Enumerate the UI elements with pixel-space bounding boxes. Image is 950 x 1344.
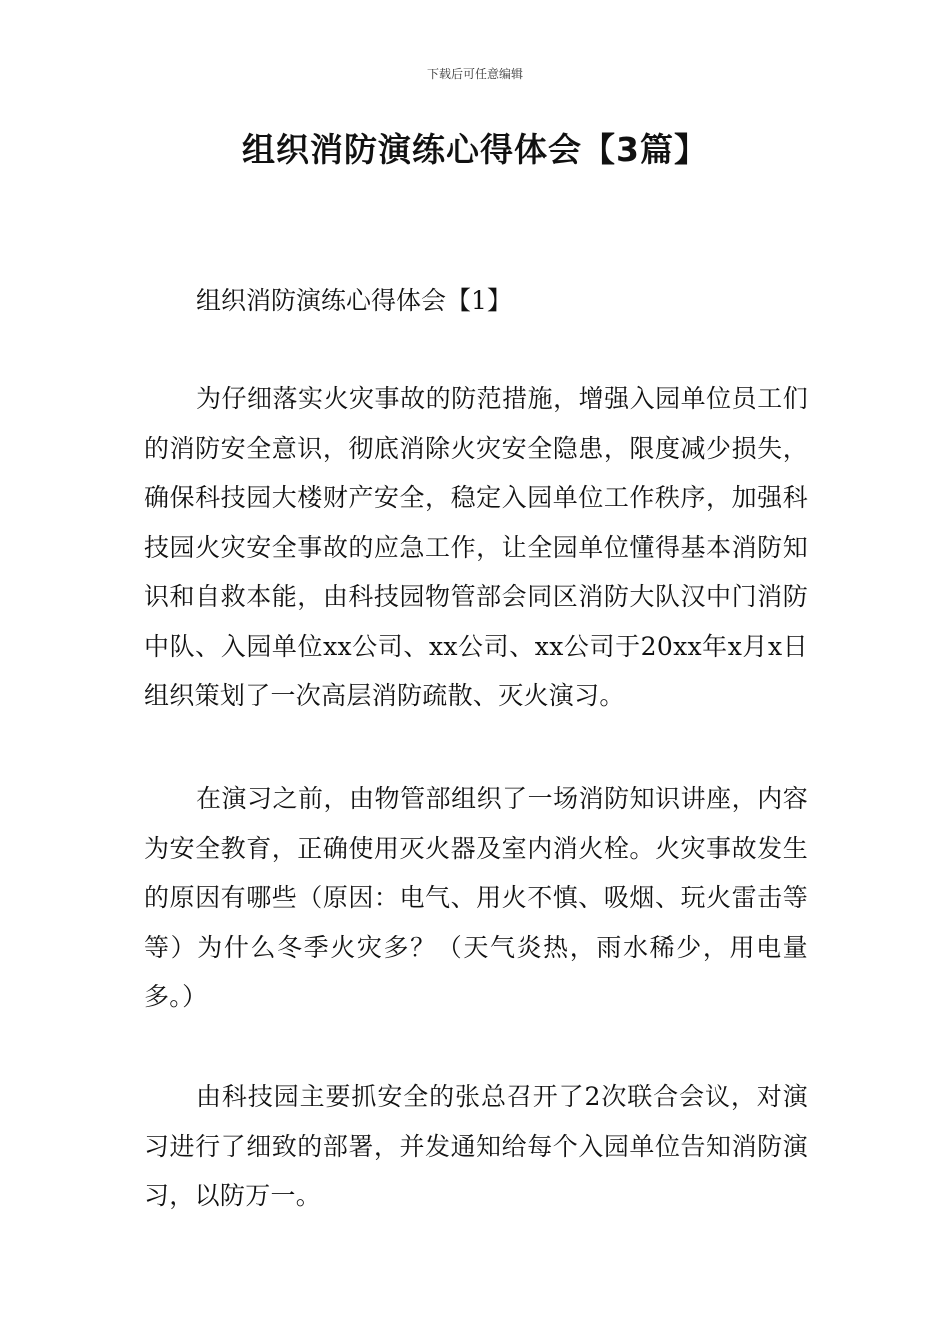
section-heading: 组织消防演练心得体会【1】 <box>196 286 512 315</box>
paragraph-1-block <box>144 374 808 721</box>
document-title: 组织消防演练心得体会【3篇】 <box>242 130 708 169</box>
header-note: 下载后可任意编辑 <box>426 67 523 81</box>
paragraph-3-block <box>144 1072 808 1221</box>
paragraph: 在演习之前，由物管部组织了一场消防知识讲座，内容为安全教育，正确使用灭火器及室内消火栓。火灾事故发生的原因有哪些（原因：电气、用火不慎、吸烟、玩火雷击等等）为什么冬季火灾多？（天气炎热，雨水稀少，用电量多。） <box>144 784 808 1011</box>
paragraph-2-block <box>144 774 808 1022</box>
paragraph: 由科技园主要抓安全的张总召开了2次联合会议，对演习进行了细致的部署，并发通知给每个入园单位告知消防演习，以防万一。 <box>144 1082 808 1210</box>
paragraph: 为仔细落实火灾事故的防范措施，增强入园单位员工们的消防安全意识，彻底消除火灾安全隐患，限度减少损失，确保科技园大楼财产安全，稳定入园单位工作秩序，加强科技园火灾安全事故的应急工作，让全园单位懂得基本消防知识和自救本能，由科技园物管部会同区消防大队汉中门消防中队、入园单位xx公司、xx公司、xx公司于20xx年x月x日组织策划了一次高层消防疏散、灭火演习。 <box>144 384 808 710</box>
